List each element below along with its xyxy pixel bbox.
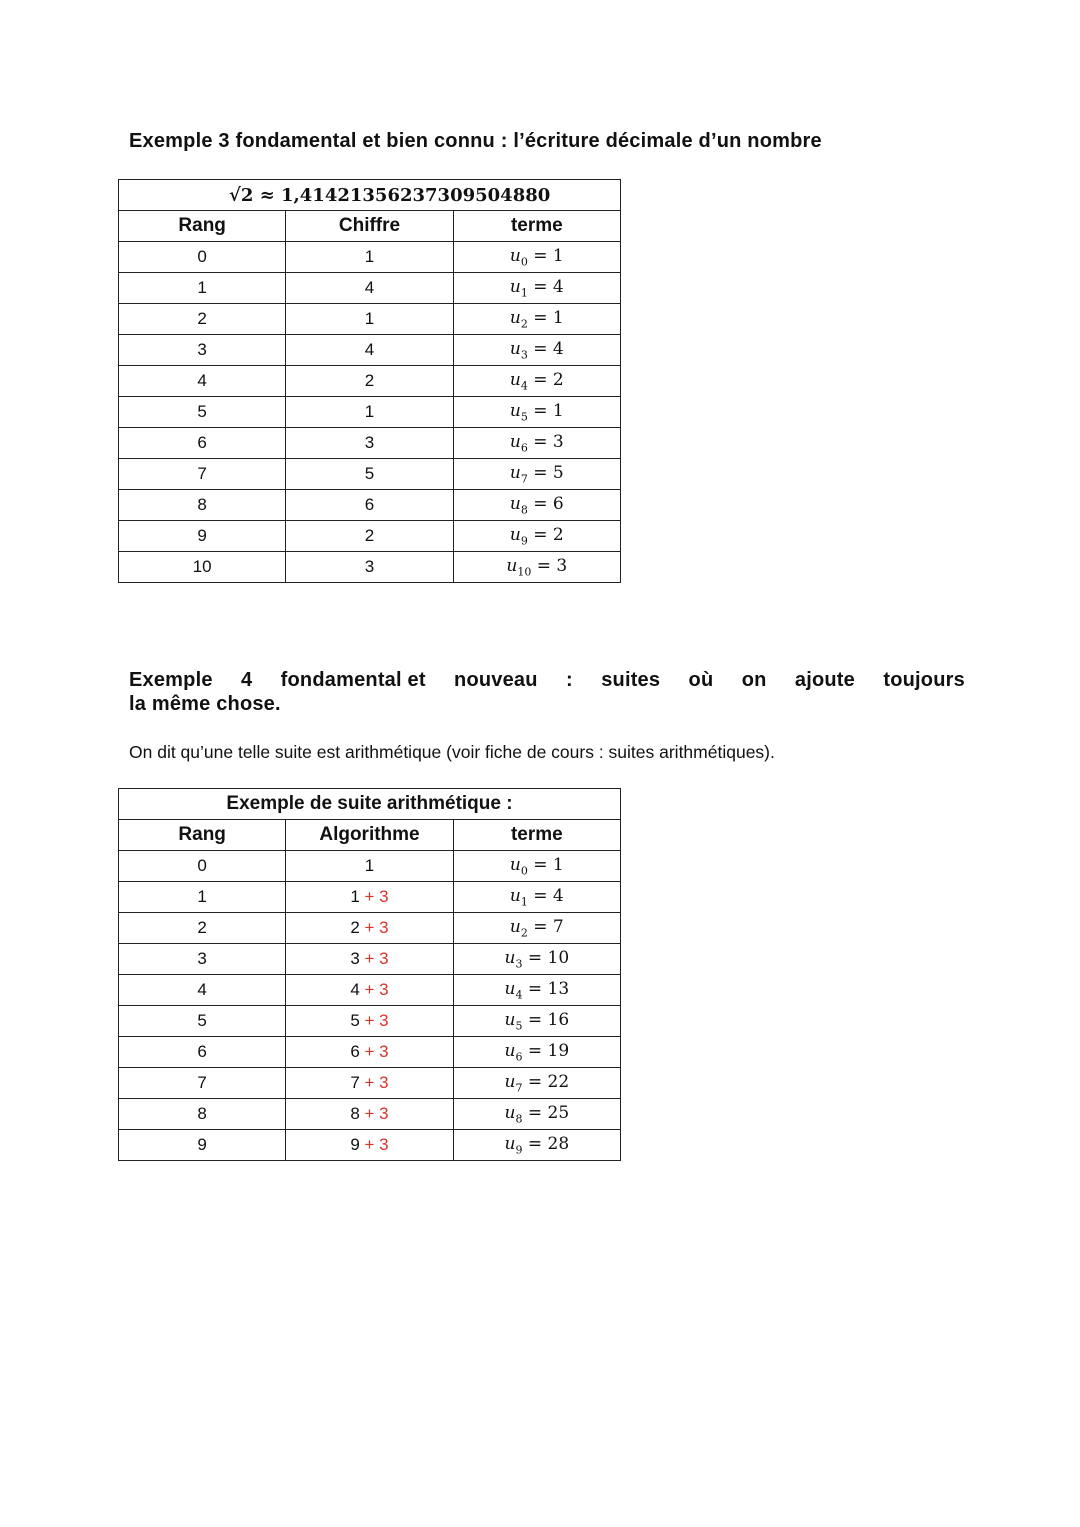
terme-cell [453,397,620,428]
term-index: 8 [520,503,528,517]
rang-cell: 6 [119,428,286,459]
rang-cell: 1 [119,273,286,304]
table-row [119,304,621,335]
term-value: = 13 [522,978,570,999]
table-row [119,552,621,583]
table-row [119,490,621,521]
term-index: 5 [520,410,528,424]
arithmetic-sequence-table [118,788,621,1161]
sqrt2-title-cell [119,180,621,211]
arithmetic-title-cell [119,789,621,820]
chiffre-cell: 2 [286,366,453,397]
term-value: = 5 [527,462,564,483]
algorithme-cell [286,1068,453,1099]
term-value: = 2 [527,524,564,545]
terme-cell [453,490,620,521]
terme-cell [453,1037,620,1068]
terme-cell [453,366,620,397]
heading-word: : [566,669,573,691]
chiffre-cell: 5 [286,459,453,490]
plus-sign: + [359,1011,380,1030]
table-row [119,1006,621,1037]
algorithme-cell [286,944,453,975]
terme-cell [453,552,620,583]
term-symbol: u [509,916,521,937]
algo-increment: 3 [379,1135,389,1154]
table-row [119,975,621,1006]
term-value: = 4 [527,276,564,297]
term-value: = 16 [522,1009,570,1030]
heading-word: 4 [241,669,253,691]
terme-cell [453,428,620,459]
term-value: = 7 [527,916,564,937]
term-symbol: u [509,400,521,421]
term-index: 6 [520,441,528,455]
terme-cell [453,1006,620,1037]
term-index: 1 [520,895,528,909]
heading-word: ajoute [794,669,855,691]
term-index: 3 [515,957,523,971]
term-index: 8 [515,1112,523,1126]
algo-increment: 3 [379,918,389,937]
plus-sign: + [359,949,380,968]
table-row [119,459,621,490]
plus-sign: + [359,918,380,937]
terme-cell [453,521,620,552]
table-row [119,1130,621,1161]
rang-cell: 6 [119,1037,286,1068]
header-terme: terme [453,211,620,242]
rang-cell: 5 [119,1006,286,1037]
term-index: 10 [517,565,532,579]
term-value: = 28 [522,1133,570,1154]
algo-operand: 1 [364,856,375,875]
term-value: = 4 [527,338,564,359]
term-value: = 25 [522,1102,570,1123]
term-symbol: u [504,978,516,999]
table-row [119,913,621,944]
algorithme-cell [286,1037,453,1068]
example-4-heading-line2: la même chose. [129,693,281,715]
rang-cell: 0 [119,851,286,882]
term-index: 4 [515,988,523,1002]
term-value: = 19 [522,1040,570,1061]
table-row [119,851,621,882]
term-symbol: u [509,493,521,514]
terme-cell [453,944,620,975]
algo-operand: 3 [350,949,360,968]
header-rang: Rang [119,211,286,242]
arithmetic-table-title: Exemple de suite arithmétique : [226,793,513,814]
table-row [119,366,621,397]
terme-cell [453,335,620,366]
rang-cell: 4 [119,975,286,1006]
term-index: 9 [520,534,528,548]
chiffre-cell: 6 [286,490,453,521]
term-symbol: u [504,947,516,968]
algo-increment: 3 [379,949,389,968]
term-value: = 3 [531,555,568,576]
term-value: = 10 [522,947,570,968]
terme-cell [453,1068,620,1099]
term-index: 6 [515,1050,523,1064]
rang-cell: 8 [119,490,286,521]
terme-cell [453,882,620,913]
term-symbol: u [504,1071,516,1092]
term-value: = 22 [522,1071,570,1092]
term-symbol: u [509,854,521,875]
chiffre-cell: 4 [286,273,453,304]
algo-increment: 3 [379,1042,389,1061]
term-index: 0 [520,864,528,878]
term-symbol: u [504,1040,516,1061]
term-index: 2 [520,926,528,940]
algo-increment: 3 [379,980,389,999]
algo-operand: 8 [350,1104,360,1123]
table-row [119,397,621,428]
chiffre-cell: 1 [286,304,453,335]
term-symbol: u [509,245,521,266]
term-symbol: u [509,307,521,328]
rang-cell: 4 [119,366,286,397]
rang-cell: 10 [119,552,286,583]
rang-cell: 2 [119,304,286,335]
heading-word: on [741,669,767,691]
rang-cell: 9 [119,1130,286,1161]
algo-increment: 3 [379,1073,389,1092]
heading-word: toujours [883,669,965,691]
plus-sign: + [359,980,380,999]
terme-cell [453,1099,620,1130]
chiffre-cell: 1 [286,242,453,273]
term-value: = 4 [527,885,564,906]
sqrt2-value: 1,41421356237309504880 [280,184,551,206]
rang-cell: 9 [119,521,286,552]
algo-operand: 6 [350,1042,360,1061]
table-row [119,1068,621,1099]
heading-word: fondamental et [280,669,426,691]
term-index: 2 [520,317,528,331]
term-value: = 1 [527,307,564,328]
term-symbol: u [509,524,521,545]
algorithme-cell [286,1130,453,1161]
decimal-digits-table [118,179,621,583]
table-row [119,273,621,304]
term-value: = 2 [527,369,564,390]
term-index: 7 [515,1081,523,1095]
terme-cell [453,1130,620,1161]
algorithme-cell [286,913,453,944]
chiffre-cell: 3 [286,428,453,459]
term-index: 7 [520,472,528,486]
term-symbol: u [509,276,521,297]
table-row [119,944,621,975]
term-symbol: u [506,555,518,576]
header-chiffre: Chiffre [286,211,453,242]
header-algorithme: Algorithme [286,820,453,851]
algo-operand: 2 [350,918,360,937]
rang-cell: 7 [119,1068,286,1099]
algo-increment: 3 [379,1011,389,1030]
plus-sign: + [359,887,380,906]
term-symbol: u [509,338,521,359]
term-symbol: u [509,462,521,483]
plus-sign: + [359,1104,380,1123]
sqrt2-symbol: √2 ≈ [229,184,281,206]
example-4-heading [129,668,965,716]
term-value: = 3 [527,431,564,452]
rang-cell: 2 [119,913,286,944]
arithmetic-paragraph: On dit qu’une telle suite est arithmétique (voir fiche de cours : suites arithmétiques). [129,742,775,762]
rang-cell: 5 [119,397,286,428]
plus-sign: + [359,1073,380,1092]
rang-cell: 3 [119,335,286,366]
algorithme-cell [286,882,453,913]
term-symbol: u [509,369,521,390]
term-value: = 6 [527,493,564,514]
header-rang: Rang [119,820,286,851]
term-index: 1 [520,286,528,300]
table-row [119,428,621,459]
rang-cell: 8 [119,1099,286,1130]
table-row [119,335,621,366]
term-symbol: u [504,1133,516,1154]
algo-increment: 3 [379,887,389,906]
algo-operand: 1 [350,887,360,906]
algo-operand: 7 [350,1073,360,1092]
heading-word: Exemple [129,669,213,691]
terme-cell [453,459,620,490]
algorithme-cell [286,1006,453,1037]
terme-cell [453,913,620,944]
algo-operand: 4 [350,980,360,999]
rang-cell: 1 [119,882,286,913]
table-row [119,1037,621,1068]
plus-sign: + [359,1135,380,1154]
algorithme-cell [286,851,453,882]
terme-cell [453,273,620,304]
terme-cell [453,851,620,882]
terme-cell [453,304,620,335]
term-value: = 1 [527,400,564,421]
term-symbol: u [509,431,521,452]
term-index: 0 [520,255,528,269]
algo-operand: 5 [350,1011,360,1030]
example-3-heading: Exemple 3 fondamental et bien connu : l’écriture décimale d’un nombre [129,130,822,152]
rang-cell: 3 [119,944,286,975]
term-symbol: u [504,1009,516,1030]
chiffre-cell: 4 [286,335,453,366]
term-symbol: u [509,885,521,906]
header-terme: terme [453,820,620,851]
term-symbol: u [504,1102,516,1123]
heading-word: nouveau [454,669,538,691]
terme-cell [453,242,620,273]
algorithme-cell [286,975,453,1006]
term-value: = 1 [527,854,564,875]
terme-cell [453,975,620,1006]
table-row [119,882,621,913]
algo-increment: 3 [379,1104,389,1123]
term-index: 4 [520,379,528,393]
table-row [119,242,621,273]
rang-cell: 7 [119,459,286,490]
heading-word: suites [601,669,661,691]
heading-word: où [688,669,714,691]
chiffre-cell: 1 [286,397,453,428]
chiffre-cell: 3 [286,552,453,583]
term-index: 5 [515,1019,523,1033]
chiffre-cell: 2 [286,521,453,552]
term-index: 3 [520,348,528,362]
rang-cell: 0 [119,242,286,273]
plus-sign: + [359,1042,380,1061]
term-index: 9 [515,1143,523,1157]
term-value: = 1 [527,245,564,266]
table-row [119,1099,621,1130]
algorithme-cell [286,1099,453,1130]
table-row [119,521,621,552]
algo-operand: 9 [350,1135,360,1154]
